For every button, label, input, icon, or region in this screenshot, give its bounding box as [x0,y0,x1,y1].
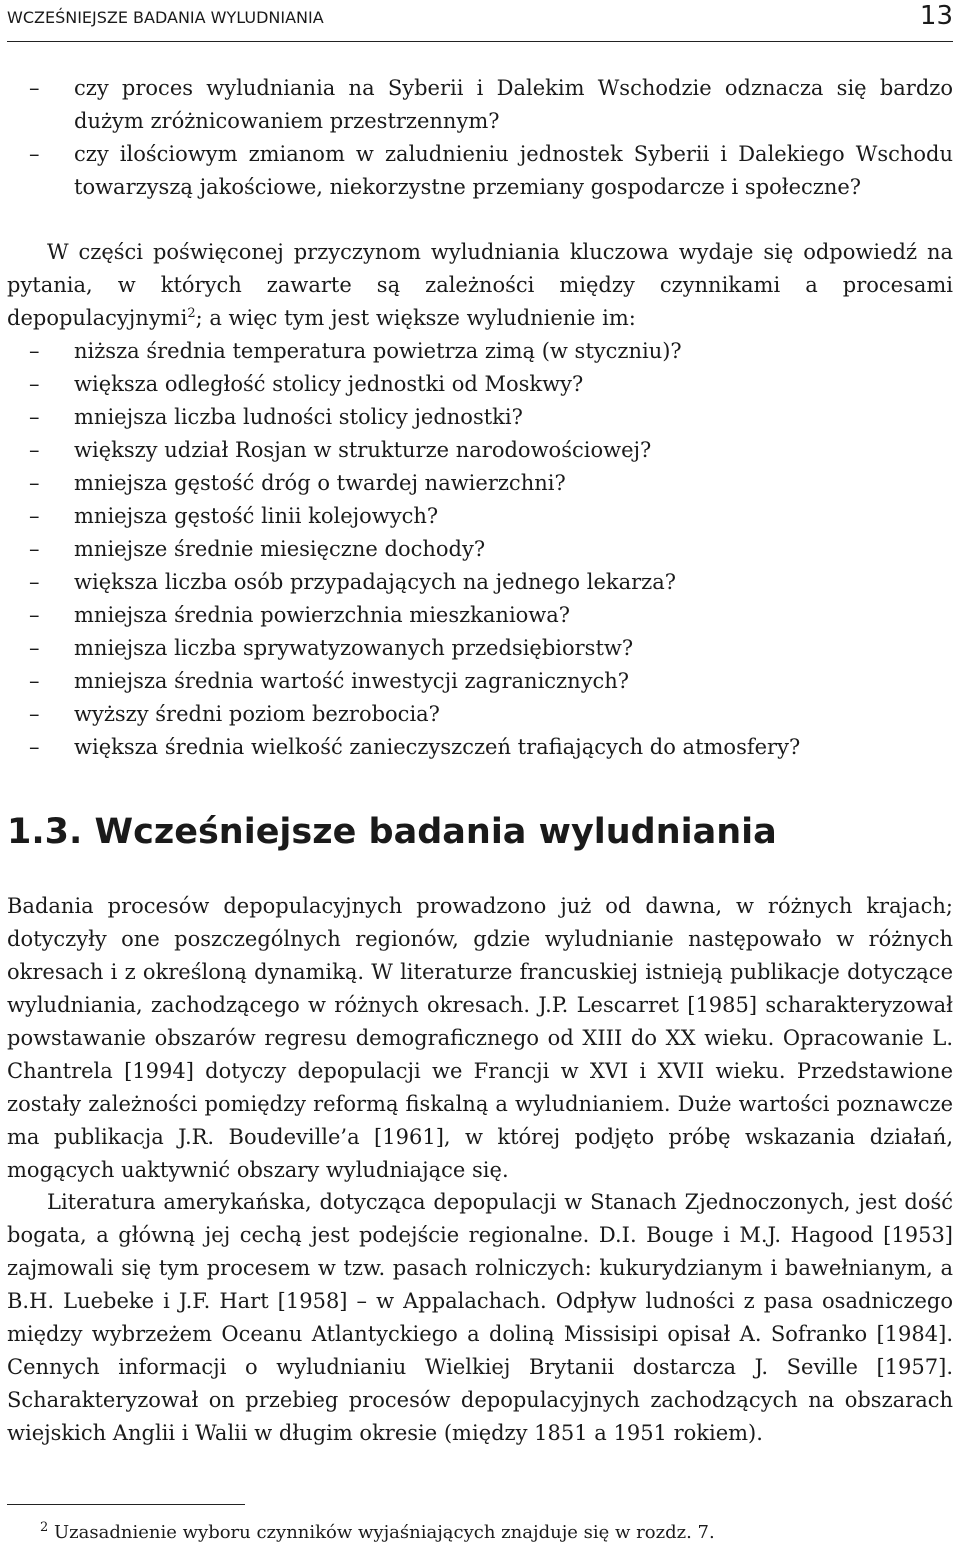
list-item [7,401,953,434]
paragraph-text: W części poświęconej przyczynom wyludniania kluczowa wydaje się odpowiedź na pytania, w których zawarte są zależności między czynnikami a procesami depopulacyjnymi [7,240,953,330]
list-item [7,665,953,698]
dash-marker: – [29,636,40,660]
list-item-text: czy proces wyludniania na Syberii i Dalekim Wschodzie odznacza się bardzo dużym zróżnicowaniem przestrzennym? [74,76,953,133]
dash-marker: – [29,504,40,528]
dash-marker: – [29,669,40,693]
paragraph-text-tail: ; a więc tym jest większe wyludnienie im: [195,306,636,330]
list-item-text: większy udział Rosjan w strukturze narodowościowej? [74,438,652,462]
dash-marker: – [29,438,40,462]
list-item [7,533,953,566]
list-item [7,698,953,731]
list-item [7,599,953,632]
list-item-text: mniejsza liczba ludności stolicy jednostki? [74,405,523,429]
footnote-text: Uzasadnienie wyboru czynników wyjaśniających znajduje się w rozdz. 7. [54,1522,715,1543]
footnote-number: 2 [40,1520,49,1535]
list-item [7,138,953,204]
running-head: WCZEŚNIEJSZE BADANIA WYLUDNIANIA [7,8,324,27]
list-item-text: mniejsza gęstość dróg o twardej nawierzchni? [74,471,566,495]
dash-marker: – [29,339,40,363]
body-paragraph-2: Literatura amerykańska, dotycząca depopulacji w Stanach Zjednoczonych, jest dość bogata, a główną jej cechą jest podejście regionalne. D.I. Bouge i M.J. Hagood [1953] zajmowali się tym procesem w tzw. pasach rolniczych: kukurydzianym i bawełnianym, a B.H. Luebeke i J.F. Hart [1958] – w Appalachach. Odpływ ludności z pasa osadniczego między wybrzeżem Oceanu Atlantyckiego a doliną Missisipi opisał A. Sofranko [1984]. Cennych informacji o wyludnianiu Wielkiej Brytanii dostarcza J. Seville [1957]. Scharakteryzował on przebieg procesów depopulacyjnych zachodzących na obszarach wiejskich Anglii i Walii w długim okresie (między 1851 a 1951 rokiem). [7,1190,953,1445]
paragraph-main [7,236,953,335]
list-item [7,434,953,467]
list-item [7,500,953,533]
intro-questions-list [7,72,953,204]
dash-marker: – [29,570,40,594]
list-item-text: mniejsza średnia wartość inwestycji zagranicznych? [74,669,630,693]
footnote-ref: 2 [187,306,196,321]
list-item [7,632,953,665]
dash-marker: – [29,471,40,495]
dash-marker: – [29,537,40,561]
list-item [7,335,953,368]
factors-list [7,335,953,764]
list-item-text: większa odległość stolicy jednostki od Moskwy? [74,372,584,396]
dash-marker: – [29,405,40,429]
list-item-text: czy ilościowym zmianom w zaludnieniu jednostek Syberii i Dalekiego Wschodu towarzyszą jakościowe, niekorzystne przemiany gospodarcze i społeczne? [74,142,953,199]
page-number: 13 [919,1,953,31]
list-item-text: większa średnia wielkość zanieczyszczeń trafiających do atmosfery? [74,735,801,759]
dash-marker: – [29,735,40,759]
dash-marker: – [29,76,40,100]
dash-marker: – [29,372,40,396]
list-item [7,368,953,401]
section-heading: 1.3. Wcześniejsze badania wyludniania [7,812,777,852]
page-header [7,0,953,42]
list-item [7,72,953,138]
list-item-text: większa liczba osób przypadających na jednego lekarza? [74,570,676,594]
list-item-text: mniejsze średnie miesięczne dochody? [74,537,486,561]
list-item-text: mniejsza liczba sprywatyzowanych przedsiębiorstw? [74,636,634,660]
list-item-text: mniejsza gęstość linii kolejowych? [74,504,439,528]
dash-marker: – [29,702,40,726]
dash-marker: – [29,142,40,166]
list-item [7,467,953,500]
list-item [7,566,953,599]
list-item-text: mniejsza średnia powierzchnia mieszkaniowa? [74,603,571,627]
footnote [40,1521,715,1545]
list-item-text: niższa średnia temperatura powietrza zimą (w styczniu)? [74,339,682,363]
footnote-divider [7,1504,245,1505]
dash-marker: – [29,603,40,627]
list-item [7,731,953,764]
list-item-text: wyższy średni poziom bezrobocia? [74,702,440,726]
body-paragraph-1: Badania procesów depopulacyjnych prowadzono już od dawna, w różnych krajach; dotyczyły one poszczególnych regionów, gdzie wyludnianie następowało w różnych okresach i z określoną dynamiką. W literaturze francuskiej istnieją publikacje dotyczące wyludniania, zachodzącego w różnych okresach. J.P. Lescarret [1985] scharakteryzował powstawanie obszarów regresu demograficznego od XIII do XX wieku. Opracowanie L. Chantrela [1994] dotyczy depopulacji we Francji w XVI i XVII wieku. Przedstawione zostały zależności pomiędzy reformą fiskalną a wyludnianiem. Duże wartości poznawcze ma publikacja J.R. Boudeville’a [1961], w której podjęto próbę wskazania działań, mogących uaktywnić obszary wyludniające się. [7,894,953,1182]
